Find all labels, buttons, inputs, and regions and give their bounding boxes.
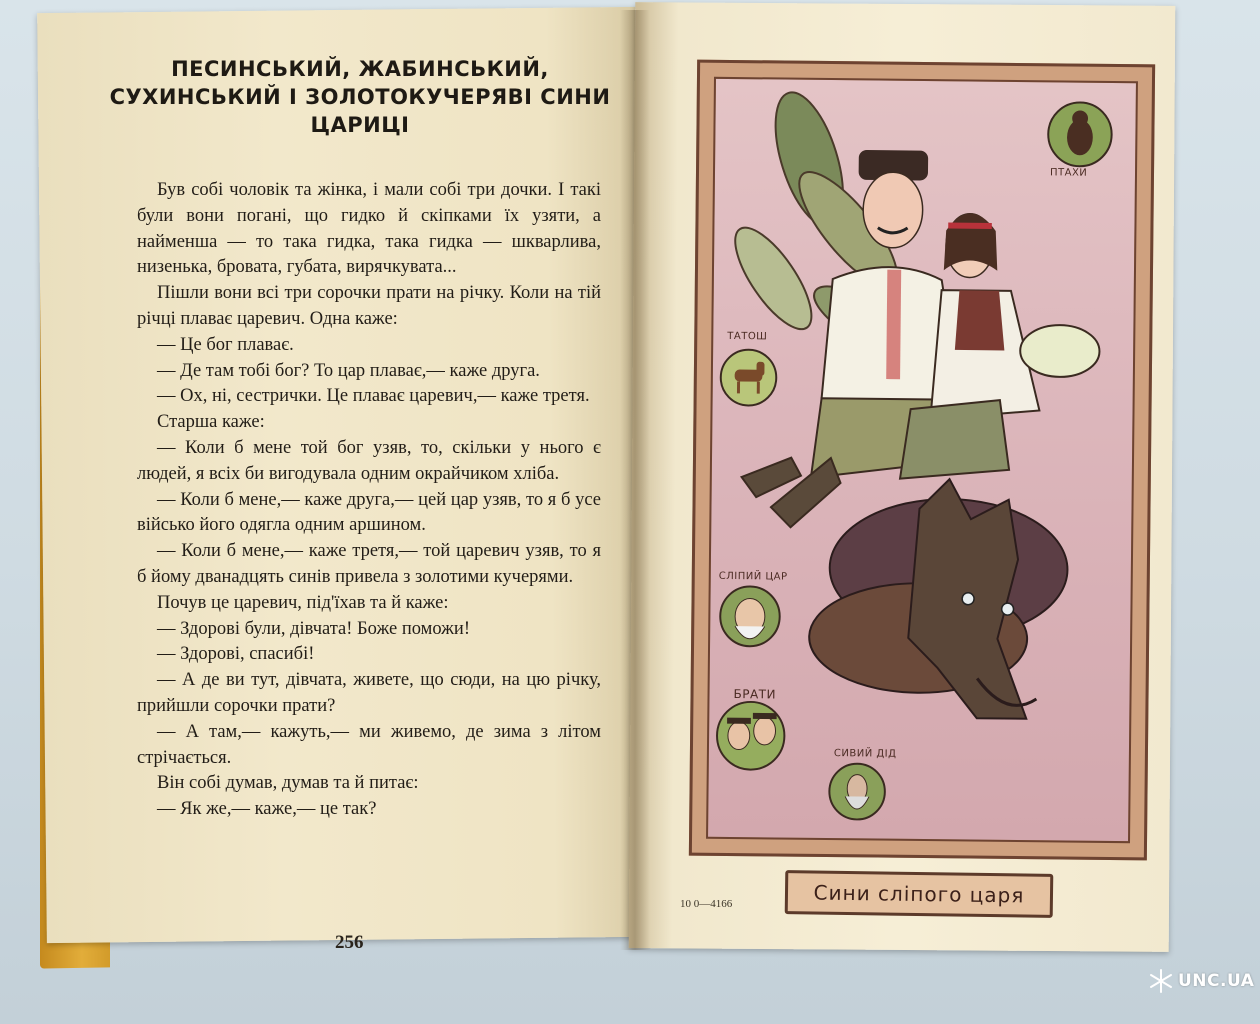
title-line: ЦАРИЦІ — [310, 113, 410, 137]
paragraph: — А де ви тут, дівчата, живете, що сюди, на цю річку, прийшли сорочки прати? — [137, 670, 601, 716]
illustration — [708, 79, 1136, 841]
illustration-frame — [689, 60, 1155, 861]
paragraph: — Як же,— каже,— це так? — [157, 799, 377, 820]
grey-wolf — [808, 478, 1068, 719]
book-spine-shadow — [620, 10, 650, 950]
paragraph: — Це бог плаває. — [157, 334, 294, 355]
page-number: 256 — [335, 932, 364, 953]
paragraph: — Коли б мене,— каже друга,— цей цар узяв, то я б усе військо його одягла одним аршином. — [137, 489, 601, 536]
paragraph: — Здорові, спасибі! — [157, 644, 315, 665]
paragraph: — Здорові були, дівчата! Боже поможи! — [157, 618, 470, 639]
paragraph: — Де там тобі бог? То цар плаває,— каже друга. — [157, 360, 540, 381]
paragraph: Почув це царевич, під'їхав та й каже: — [157, 592, 449, 613]
paragraph: Пішли вони всі три сорочки прати на річку. Коли на тій річці плаває царевич. Одна каже: — [137, 283, 601, 329]
title-line: ПЕСИНСЬКИЙ, ЖАБИНСЬКИЙ, — [171, 57, 549, 81]
label-brothers: БРАТИ — [733, 687, 777, 702]
paragraph: Старша каже: — [157, 412, 265, 433]
paragraph: — Ох, ні, сестрички. Це плаває царевич,— каже третя. — [157, 386, 590, 407]
paragraph: — А там,— кажуть,— ми живемо, де зима з літом стрічається. — [137, 721, 601, 768]
title-line: СУХИНСЬКИЙ І ЗОЛОТОКУЧЕРЯВІ СИНИ — [109, 85, 611, 109]
watermark — [1148, 968, 1254, 994]
paragraph: — Коли б мене,— каже третя,— той царевич узяв, то я б йому дванадцять синів привела з золотими кучерями. — [137, 541, 601, 587]
caption-plate — [785, 870, 1054, 918]
label-grey-grandfather: СИВИЙ ДІД — [833, 748, 897, 760]
print-code: 10 0—4166 — [680, 898, 733, 910]
paragraph: Він собі думав, думав та й питає: — [157, 773, 419, 794]
label-blind-tsar: СЛІПИЙ ЦАР — [718, 570, 788, 583]
label-birds: ПТАХИ — [1049, 167, 1088, 179]
story-title — [95, 55, 625, 139]
paragraph: Був собі чоловік та жінка, і мали собі три дочки. І такі були вони погані, що гидко й скіпками їх узяти, а найменша — то така гидка, така гидка — шкварлива, низенька, бровата, губата, вирячкувата... — [137, 180, 601, 278]
illustration-panel — [706, 77, 1138, 843]
label-horse: ТАТОШ — [727, 330, 768, 343]
story-text — [137, 178, 601, 823]
paragraph: — Коли б мене той бог узяв, то, скільки у нього є людей, я всіх би вигодувала одним окрайчиком хліба. — [137, 437, 601, 484]
snowflake-icon — [1148, 968, 1174, 994]
watermark-text: UNC.UA — [1178, 971, 1255, 991]
illustration-caption: Сини сліпого царя — [813, 880, 1025, 908]
